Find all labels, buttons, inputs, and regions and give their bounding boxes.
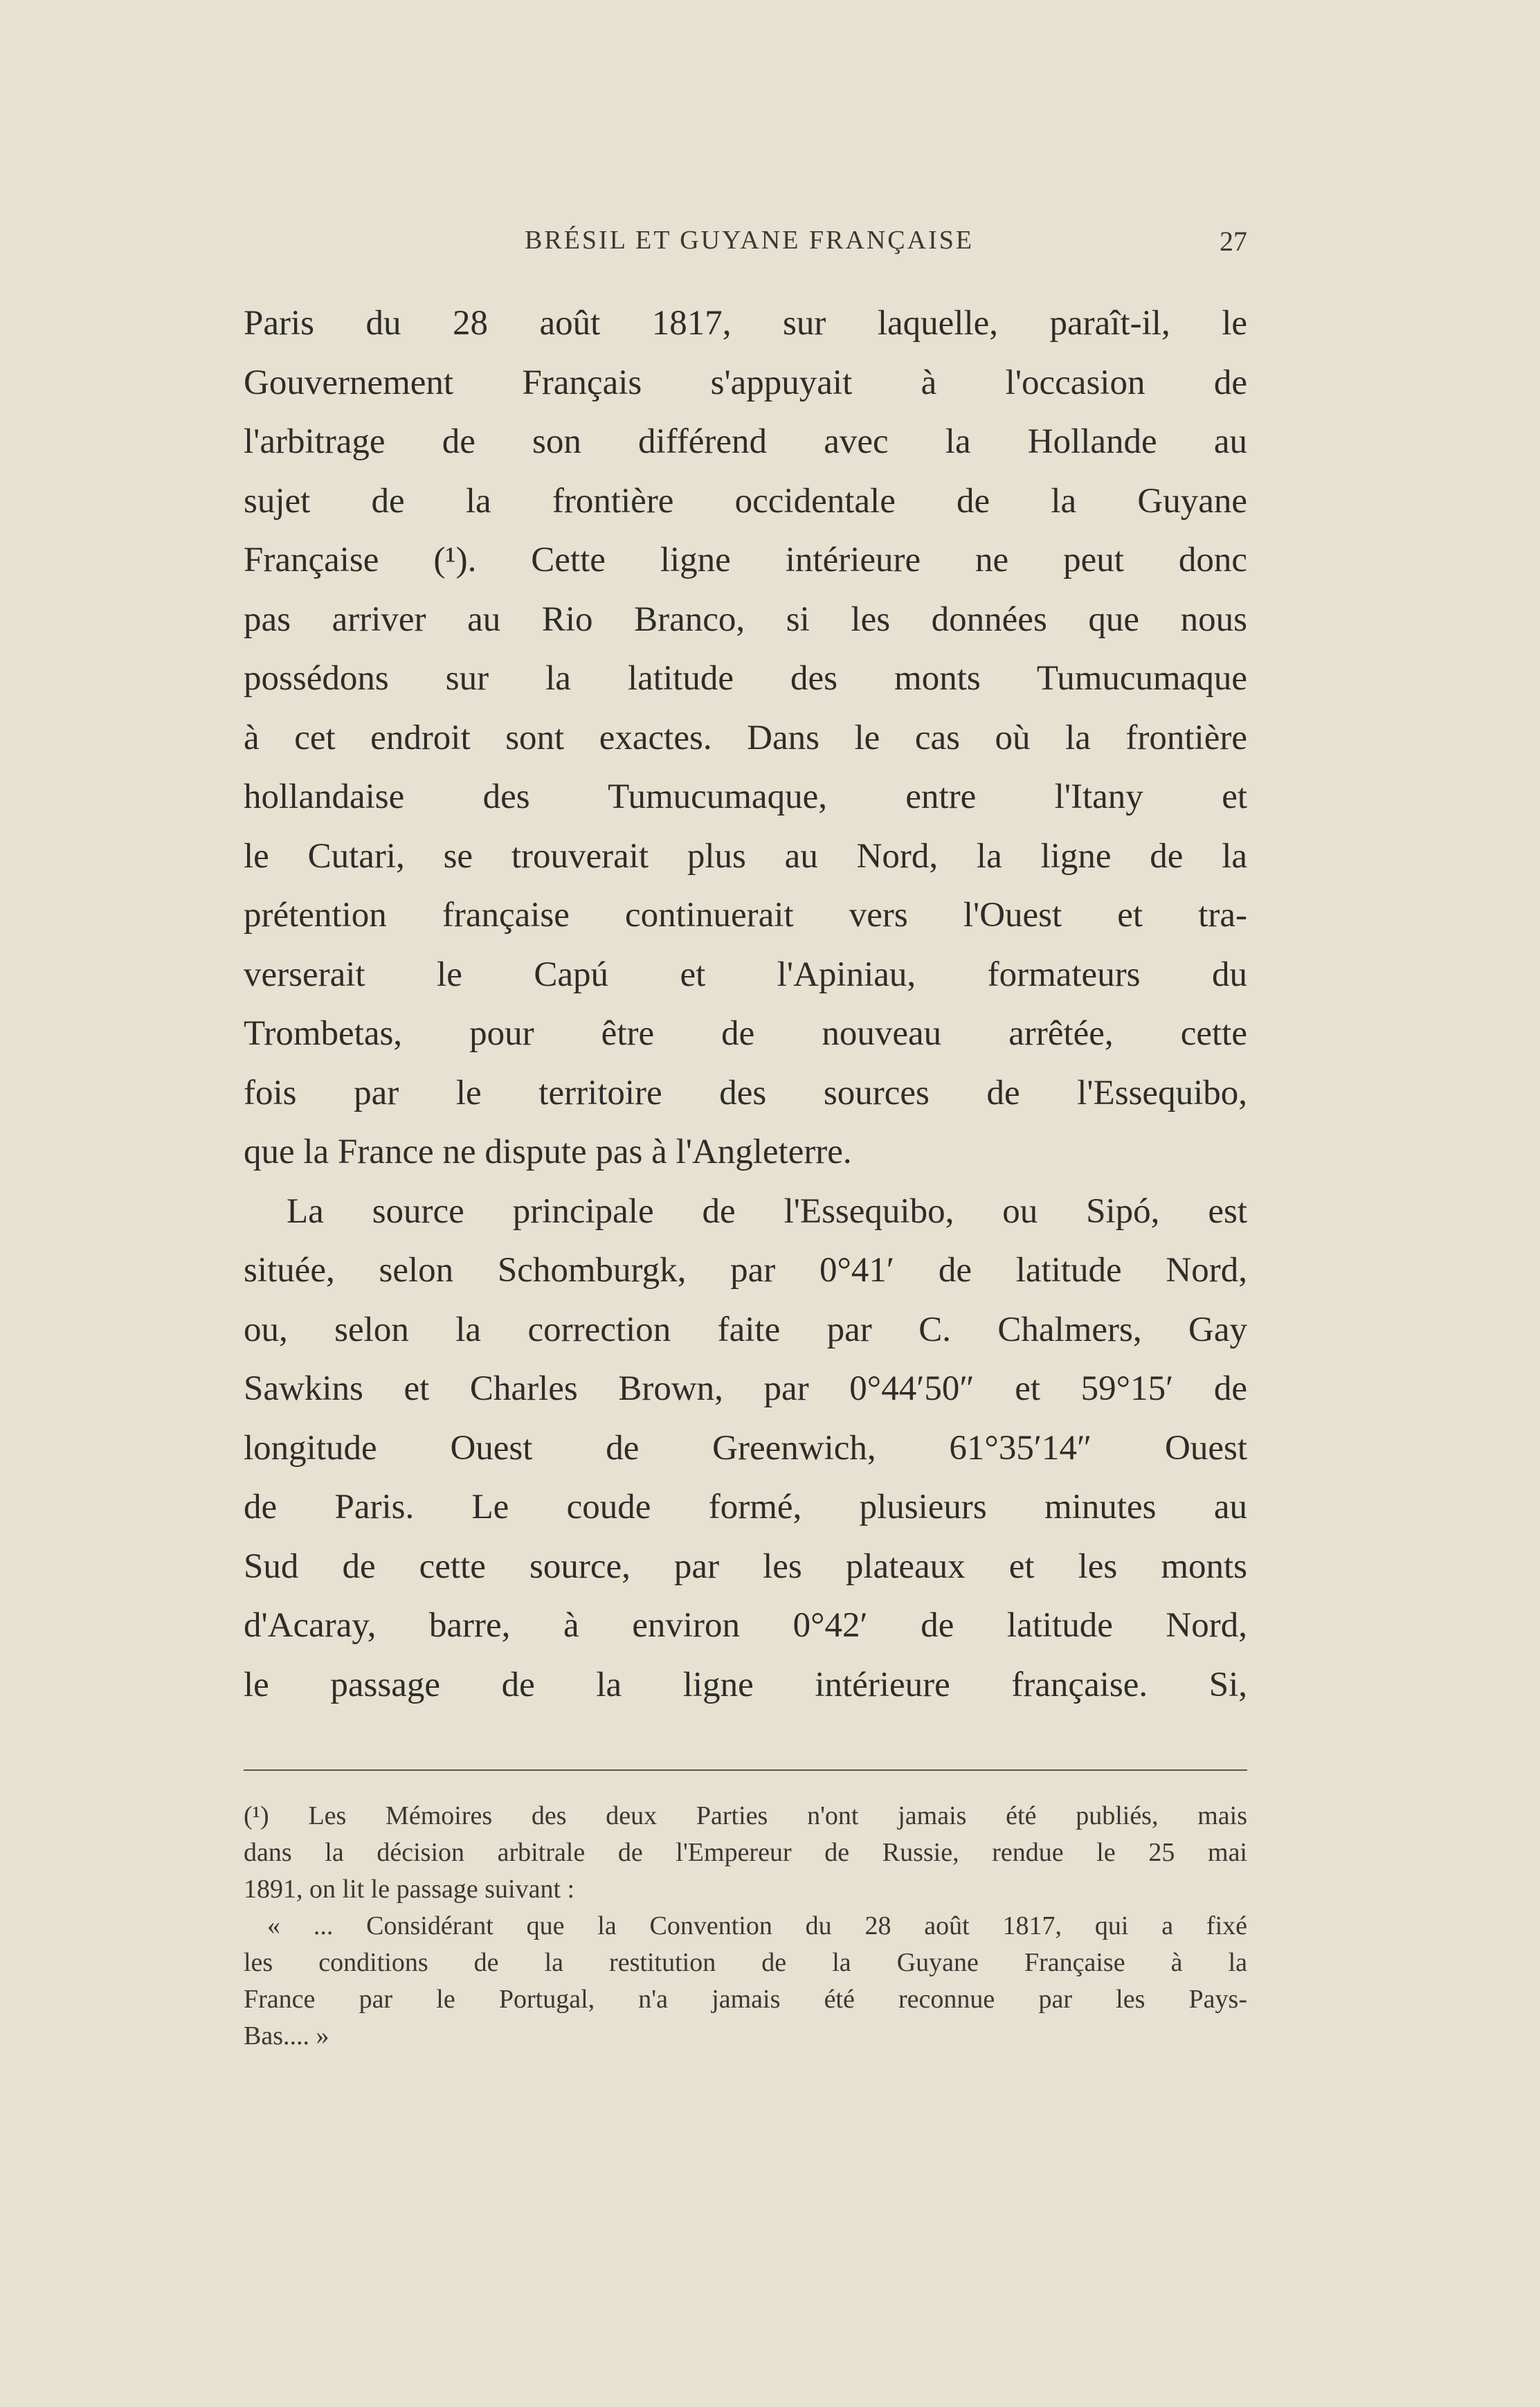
body-text [244, 294, 1247, 1715]
body-line: fois par le territoire des sources de l'Essequibo, [244, 1073, 1247, 1112]
footnote-line: Bas.... » [244, 2021, 329, 2050]
body-line: d'Acaray, barre, à environ 0°42′ de latitude Nord, [244, 1606, 1247, 1645]
body-line: La source principale de l'Essequibo, ou Sipó, est [287, 1191, 1247, 1231]
body-line: possédons sur la latitude des monts Tumucumaque [244, 659, 1247, 698]
body-line: le passage de la ligne intérieure française. Si, [244, 1665, 1247, 1704]
body-line: à cet endroit sont exactes. Dans le cas où la frontière [244, 718, 1247, 757]
footnote [244, 1798, 1247, 2055]
body-line: le Cutari, se trouverait plus au Nord, la ligne de la [244, 836, 1247, 876]
page-number: 27 [1220, 226, 1247, 257]
body-line: que la France ne dispute pas à l'Angleterre. [244, 1133, 852, 1171]
body-line: hollandaise des Tumucumaque, entre l'Itany et [244, 777, 1247, 816]
footnote-line: les conditions de la restitution de la Guyane Française à la [244, 1948, 1247, 1977]
footnote-line: « ... Considérant que la Convention du 28 août 1817, qui a fixé [267, 1911, 1247, 1940]
body-line: située, selon Schomburgk, par 0°41′ de latitude Nord, [244, 1251, 1247, 1290]
footnote-line: (¹) Les Mémoires des deux Parties n'ont jamais été publiés, mais [244, 1801, 1247, 1830]
body-line: prétention française continuerait vers l'Ouest et tra- [244, 896, 1247, 935]
footnote-line: France par le Portugal, n'a jamais été reconnue par les Pays- [244, 1985, 1247, 2014]
body-line: Sawkins et Charles Brown, par 0°44′50″ et 59°15′ de [244, 1369, 1247, 1408]
body-line: pas arriver au Rio Branco, si les données que nous [244, 600, 1247, 639]
body-line: sujet de la frontière occidentale de la Guyane [244, 481, 1247, 521]
body-line: longitude Ouest de Greenwich, 61°35′14″ Ouest [244, 1428, 1247, 1468]
body-line: Française (¹). Cette ligne intérieure ne peut donc [244, 541, 1247, 579]
body-line: de Paris. Le coude formé, plusieurs minutes au [244, 1488, 1247, 1526]
body-line: verserait le Capú et l'Apiniau, formateurs du [244, 955, 1247, 994]
body-line: Paris du 28 août 1817, sur laquelle, paraît-il, le [244, 304, 1247, 343]
running-head [244, 225, 1247, 273]
running-title: BRÉSIL ET GUYANE FRANÇAISE [525, 226, 975, 255]
footnote-line: 1891, on lit le passage suivant : [244, 1875, 575, 1904]
body-line: Trombetas, pour être de nouveau arrêtée, cette [244, 1014, 1247, 1053]
body-line: Gouvernement Français s'appuyait à l'occasion de [244, 363, 1247, 402]
footnote-line: dans la décision arbitrale de l'Empereur de Russie, rendue le 25 mai [244, 1838, 1247, 1867]
body-line: Sud de cette source, par les plateaux et les monts [244, 1547, 1247, 1586]
body-line: ou, selon la correction faite par C. Chalmers, Gay [244, 1310, 1247, 1349]
body-line: l'arbitrage de son différend avec la Hollande au [244, 422, 1247, 461]
footnote-divider [244, 1769, 1247, 1771]
